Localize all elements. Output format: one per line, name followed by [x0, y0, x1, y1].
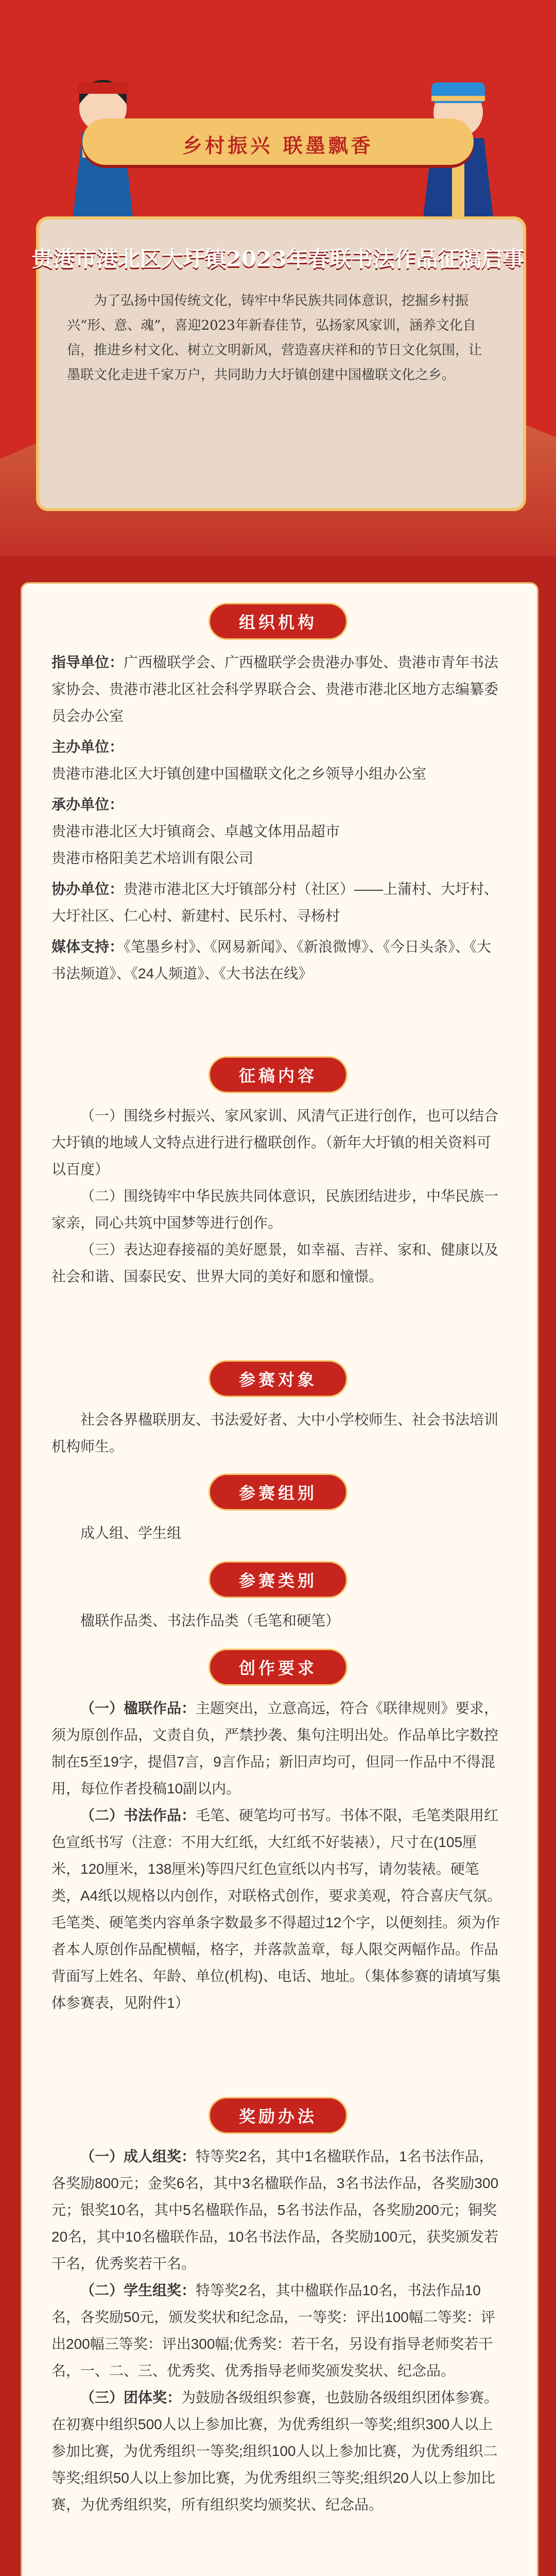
section-header-awards: 奖励办法 — [0, 2097, 556, 2134]
section-header-req: 创作要求 — [0, 1649, 556, 1686]
page-title: 贵港市港北区大圩镇2023年春联书法作品征稿启事 — [31, 246, 525, 272]
section-header-content: 征稿内容 — [0, 1056, 556, 1093]
section-header-org: 组织机构 — [0, 603, 556, 640]
org-text: 指导单位：广西楹联学会、广西楹联学会贵港办事处、贵港市青年书法家协会、贵港市港北区社会科学界联合会、贵港市港北区地方志编纂委员会办公室 主办单位： 贵港市港北区大圩镇创建中国楹联文化之乡领导小组办公室 承办单位： 贵港市港北区大圩镇商会、卓越文体用品超市 贵港市格阳美艺术培训有限公司 协办单位：贵港市港北区大圩镇部分村（社区）——上蒲村、大圩村、大圩社区、仁心村、新建村、民乐村、寻杨村 媒体支持：《笔墨乡村》、《网易新闻》、《新浪微博》、《今日头条》、《大书法频道》、《24人频道》、《大书法在线》 — [51, 654, 499, 981]
req-text: （一）楹联作品：主题突出，立意高远，符合《联律规则》要求，须为原创作品，文责自负，严禁抄袭、集句注明出处。作品单比字数控制在5至19字，提倡7言，9言作品；新旧声均可，但同一作品中不得混用，每位作者投稿10副以内。 （二）书法作品：毛笔、硬笔均可书写。书体不限，毛笔类限用红色宣纸书写（注意：不用大红纸，大红纸不好装裱），尺寸在(105厘米，120厘米，138厘米)等四尺红色宣纸以内书写，请勿装裱。硬笔类，A4纸以规格以内创作，对联格式创作，要求美观，符合喜庆气氛。毛笔类、硬笔类内容单条字数最多不得超过12个字，以便刻挂。须为作者本人原创作品配横幅，格字，并落款盖章，每人限交两幅作品。作品背面写上姓名、年龄、单位(机构)、电话、地址。（集体参赛的请填写集体参赛表，见附件1） — [51, 1700, 502, 2011]
target-text: 社会各界楹联朋友、书法爱好者、大中小学校师生、社会书法培训机构师生。 — [51, 1412, 499, 1454]
hero-banner — [0, 0, 556, 556]
section-header-target: 参赛对象 — [0, 1360, 556, 1397]
category-text: 楹联作品类、书法作品类（毛笔和硬笔） — [80, 1613, 340, 1629]
slogan-text: 乡村振兴 联墨飘香 — [182, 134, 374, 157]
section-header-category: 参赛类别 — [0, 1561, 556, 1598]
section-header-groups: 参赛组别 — [0, 1473, 556, 1511]
groups-text: 成人组、学生组 — [80, 1525, 182, 1541]
content-text: （一）围绕乡村振兴、家风家训、风清气正进行创作，也可以结合大圩镇的地域人文特点进行进行楹联创作。（新年大圩镇的相关资料可以百度） （二）围绕铸牢中华民族共同体意识，民族团结进步，中华民族一家亲，同心共筑中国梦等进行创作。 （三）表达迎春接福的美好愿景，如幸福、吉祥、家和、健康以及社会和谐、国泰民安、世界大同的美好和愿和憧憬。 — [51, 1108, 499, 1284]
intro-paragraph: 为了弘扬中国传统文化，铸牢中华民族共同体意识，挖掘乡村振兴“形、意、魂”，喜迎2023年新春佳节，弘扬家风家训，涵养文化自信，推进乡村文化、树立文明新风，营造喜庆祥和的节日文化氛围，让墨联文化走进千家万户，共同助力大圩镇创建中国楹联文化之乡。 — [67, 293, 482, 383]
awards-text: （一）成人组奖：特等奖2名，其中1名楹联作品，1名书法作品，各奖励800元；金奖6名，其中3名楹联作品，3名书法作品，各奖励300元；银奖10名，其中5名楹联作品，5名书法作品，各奖励200元；铜奖20名，其中10名楹联作品，10名书法作品，各奖励100元，获奖颁发若干名，优秀奖若干名。 （二）学生组奖：特等奖2名，其中楹联作品10名，书法作品10名，各奖励50元，颁发奖状和纪念品，一等奖：评出100幅二等奖：评出200幅三等奖：评出300幅;优秀奖：若干名，另设有指导老师奖若干名，一、二、三、优秀奖、优秀指导老师奖颁发奖状、纪念品。 （三）团体奖：为鼓励各级组织参赛，也鼓励各级组织团体参赛。在初赛中组织500人以上参加比赛，为优秀组织一等奖;组织300人以上参加比赛，为优秀组织一等奖;组织100人以上参加比赛，为优秀组织二等奖;组织50人以上参加比赛，为优秀组织三等奖;组织20人以上参加比赛，为优秀组织奖，所有组织奖均颁奖状、纪念品。 — [51, 2148, 499, 2513]
